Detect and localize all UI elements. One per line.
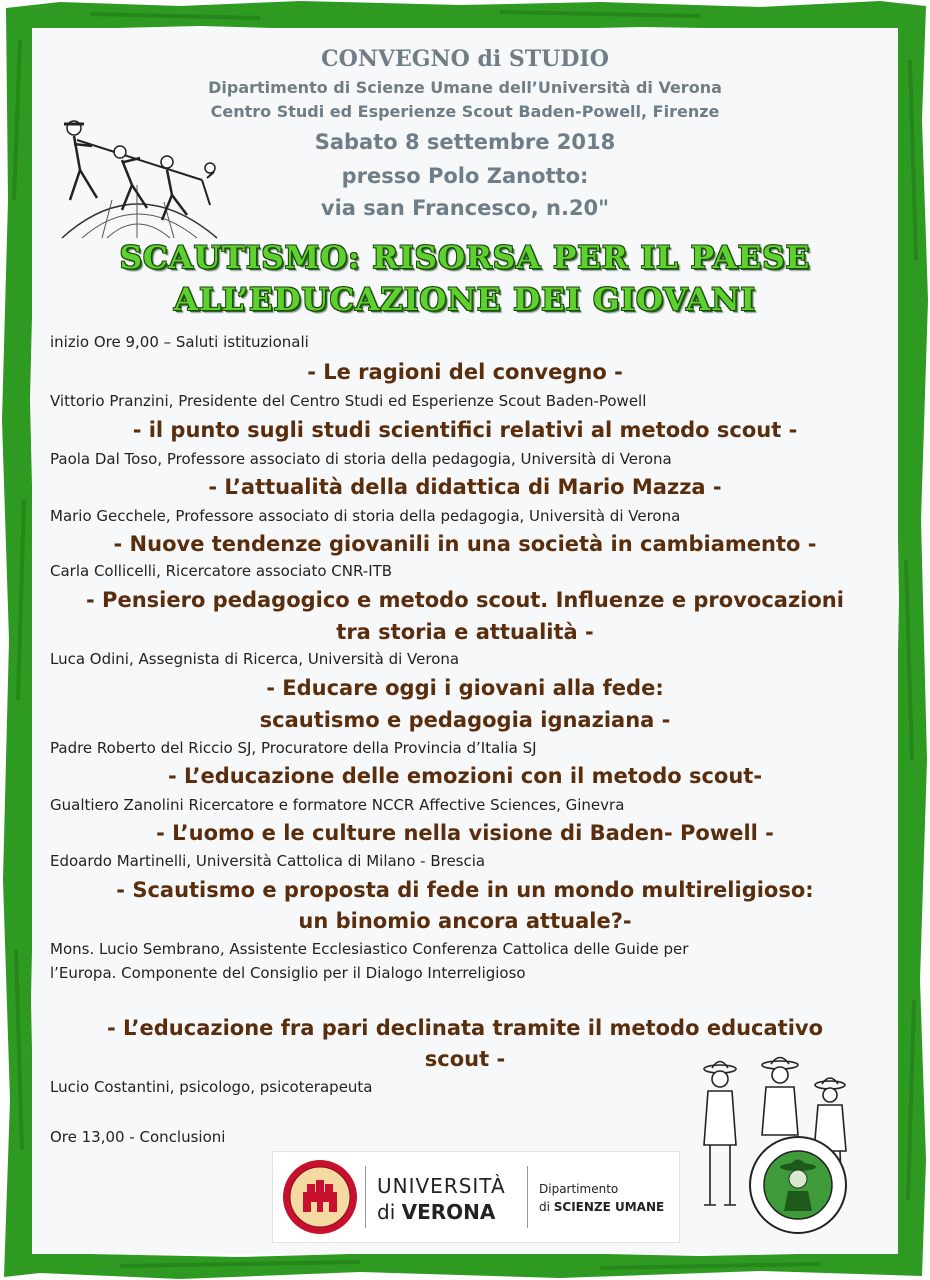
logo-divider — [365, 1166, 366, 1228]
department-name — [539, 1200, 664, 1214]
university-city-prefix: di — [377, 1200, 402, 1224]
talk-speaker-continued: l’Europa. Componente del Consiglio per il Dialogo Interreligioso — [50, 964, 526, 982]
talk-title: - Scautismo e proposta di fede in un mondo multireligioso: — [116, 878, 814, 902]
header-conference-label: CONVEGNO di STUDIO — [321, 46, 609, 72]
talk-speaker: Mario Gecchele, Professore associato di storia della pedagogia, Università di Verona — [50, 507, 681, 525]
talk-title: - il punto sugli studi scientifici relativi al metodo scout - — [132, 418, 798, 442]
talk-speaker: Carla Collicelli, Ricercatore associato CNR-ITB — [50, 562, 393, 580]
program-opening: inizio Ore 9,00 – Saluti istituzionali — [50, 333, 309, 351]
university-city-name: VERONA — [401, 1200, 496, 1224]
department-name-bold: SCIENZE UMANE — [553, 1200, 665, 1214]
talk-title: - L’uomo e le culture nella visione di Baden- Powell - — [156, 821, 774, 845]
talk-title: - Nuove tendenze giovanili in una società in cambiamento - — [113, 532, 817, 556]
talk-title: - Educare oggi i giovani alla fede: — [266, 676, 664, 700]
talk-speaker: Vittorio Pranzini, Presidente del Centro Studi ed Esperienze Scout Baden-Powell — [50, 392, 647, 410]
university-seal-icon — [281, 1158, 359, 1236]
header-study-center: Centro Studi ed Esperienze Scout Baden-Powell, Firenze — [210, 102, 720, 121]
talk-speaker: Luca Odini, Assegnista di Ricerca, Università di Verona — [50, 650, 460, 668]
talk-title: - Pensiero pedagogico e metodo scout. Influenze e provocazioni — [86, 588, 844, 612]
talk-speaker: Edoardo Martinelli, Università Cattolica di Milano - Brescia — [50, 852, 486, 870]
talk-title-continued: tra storia e attualità - — [336, 620, 594, 644]
header-address: via san Francesco, n.20" — [320, 196, 610, 220]
department-name-prefix: di — [539, 1200, 554, 1214]
header-department: Dipartimento di Scienze Umane dell’Università di Verona — [208, 78, 722, 97]
talk-speaker: Lucio Costantini, psicologo, psicoterapeuta — [50, 1078, 373, 1096]
university-city — [377, 1200, 495, 1224]
talk-title-continued: scout - — [424, 1047, 506, 1071]
talk-title: - L’attualità della didattica di Mario Mazza - — [208, 475, 722, 499]
talk-title: - L’educazione fra pari declinata tramite il metodo educativo — [106, 1016, 824, 1040]
university-name: UNIVERSITÀ — [377, 1174, 506, 1198]
logo-divider — [527, 1166, 528, 1228]
talk-title-continued: un binomio ancora attuale?- — [298, 909, 632, 933]
header-venue: presso Polo Zanotto: — [341, 164, 589, 188]
program-closing: Ore 13,00 - Conclusioni — [50, 1128, 226, 1146]
talk-title-continued: scautismo e pedagogia ignaziana - — [259, 708, 671, 732]
talk-speaker: Gualtiero Zanolini Ricercatore e formatore NCCR Affective Sciences, Ginevra — [50, 796, 625, 814]
department-label: Dipartimento — [539, 1182, 619, 1196]
talk-title: - Le ragioni del convegno - — [307, 360, 623, 384]
poster-title-line1: SCAUTISMO: RISORSA PER IL PAESE — [119, 240, 811, 276]
talk-title: - L’educazione delle emozioni con il metodo scout- — [167, 764, 763, 788]
talk-speaker: Padre Roberto del Riccio SJ, Procuratore della Provincia d’Italia SJ — [50, 739, 537, 757]
poster-title-line2: ALL’EDUCAZIONE DEI GIOVANI — [174, 282, 756, 318]
header-date: Sabato 8 settembre 2018 — [314, 130, 616, 154]
scouts-group-illustration — [690, 1055, 870, 1245]
university-logo-block — [272, 1151, 680, 1243]
talk-speaker: Paola Dal Toso, Professore associato di storia della pedagogia, Università di Verona — [50, 450, 672, 468]
talk-speaker: Mons. Lucio Sembrano, Assistente Ecclesiastico Conferenza Cattolica delle Guide per — [50, 940, 689, 958]
